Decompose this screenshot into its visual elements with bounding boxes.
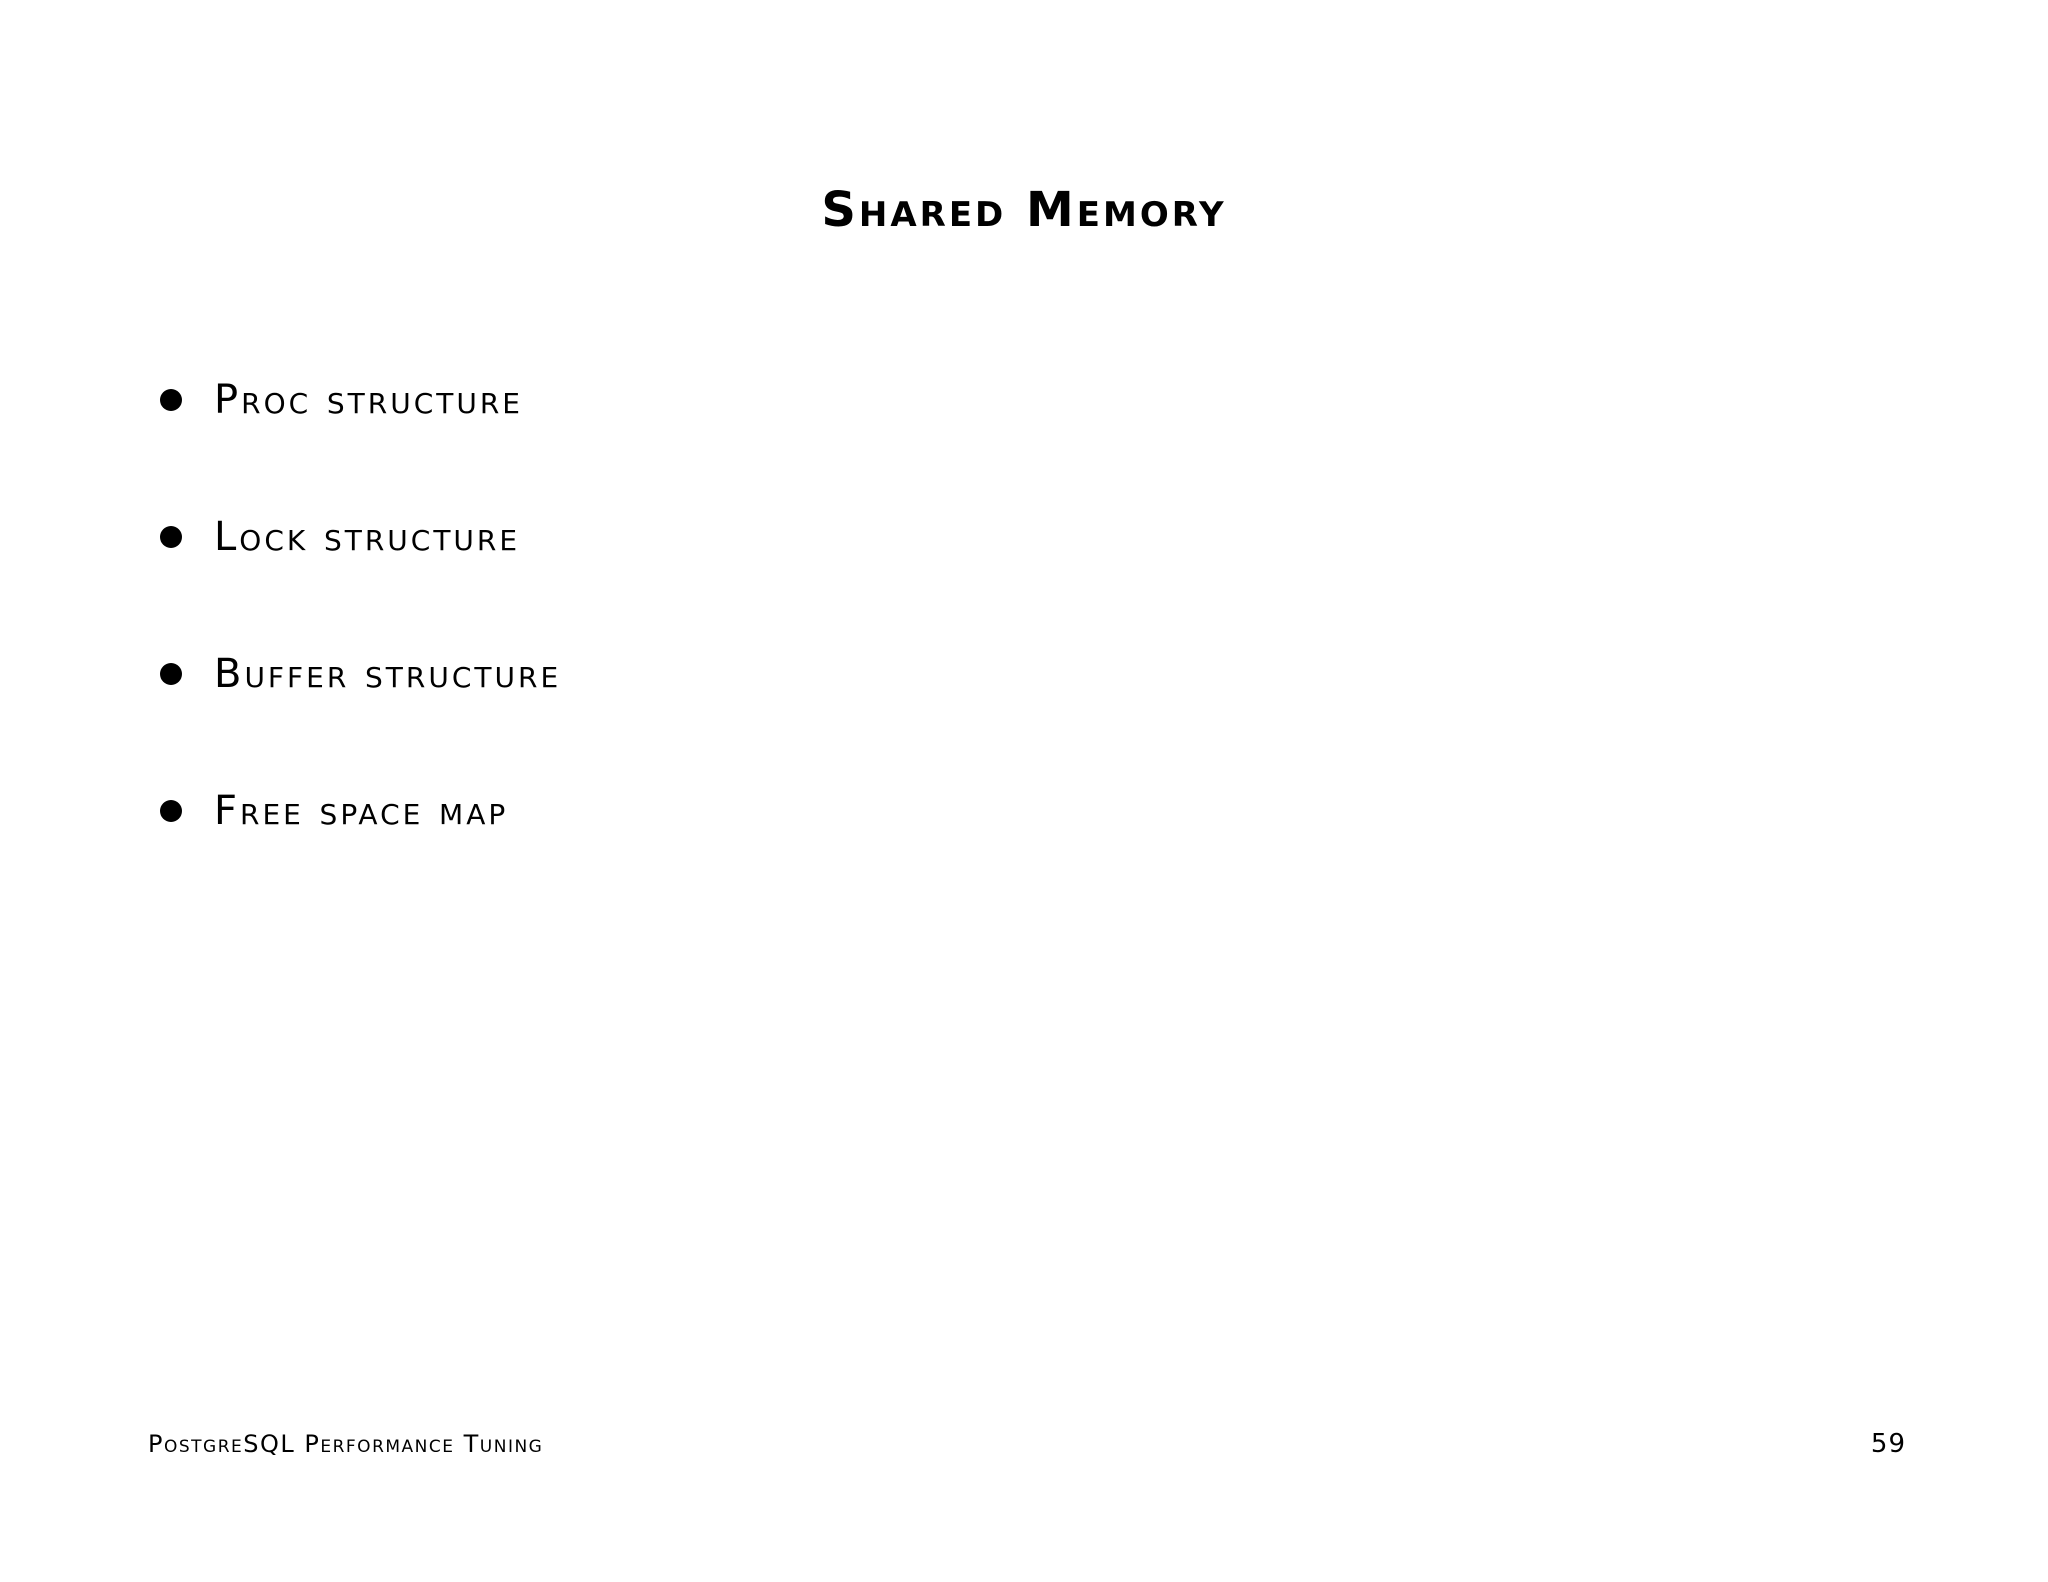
bullet-icon xyxy=(160,526,182,548)
bullet-text: Lock structure xyxy=(214,514,521,560)
bullet-icon xyxy=(160,389,182,411)
bullet-text: Free space map xyxy=(214,788,509,834)
bullet-icon xyxy=(160,800,182,822)
bullet-icon xyxy=(160,663,182,685)
slide-title: Shared Memory xyxy=(821,182,1227,238)
page-number: 59 xyxy=(1870,1429,1906,1459)
list-item xyxy=(160,507,561,567)
footer-title: PostgreSQL Performance Tuning xyxy=(148,1430,544,1458)
bullet-text: Proc structure xyxy=(214,377,524,423)
list-item xyxy=(160,370,561,430)
bullet-list xyxy=(160,370,561,918)
list-item xyxy=(160,781,561,841)
list-item xyxy=(160,644,561,704)
bullet-text: Buffer structure xyxy=(214,651,562,697)
